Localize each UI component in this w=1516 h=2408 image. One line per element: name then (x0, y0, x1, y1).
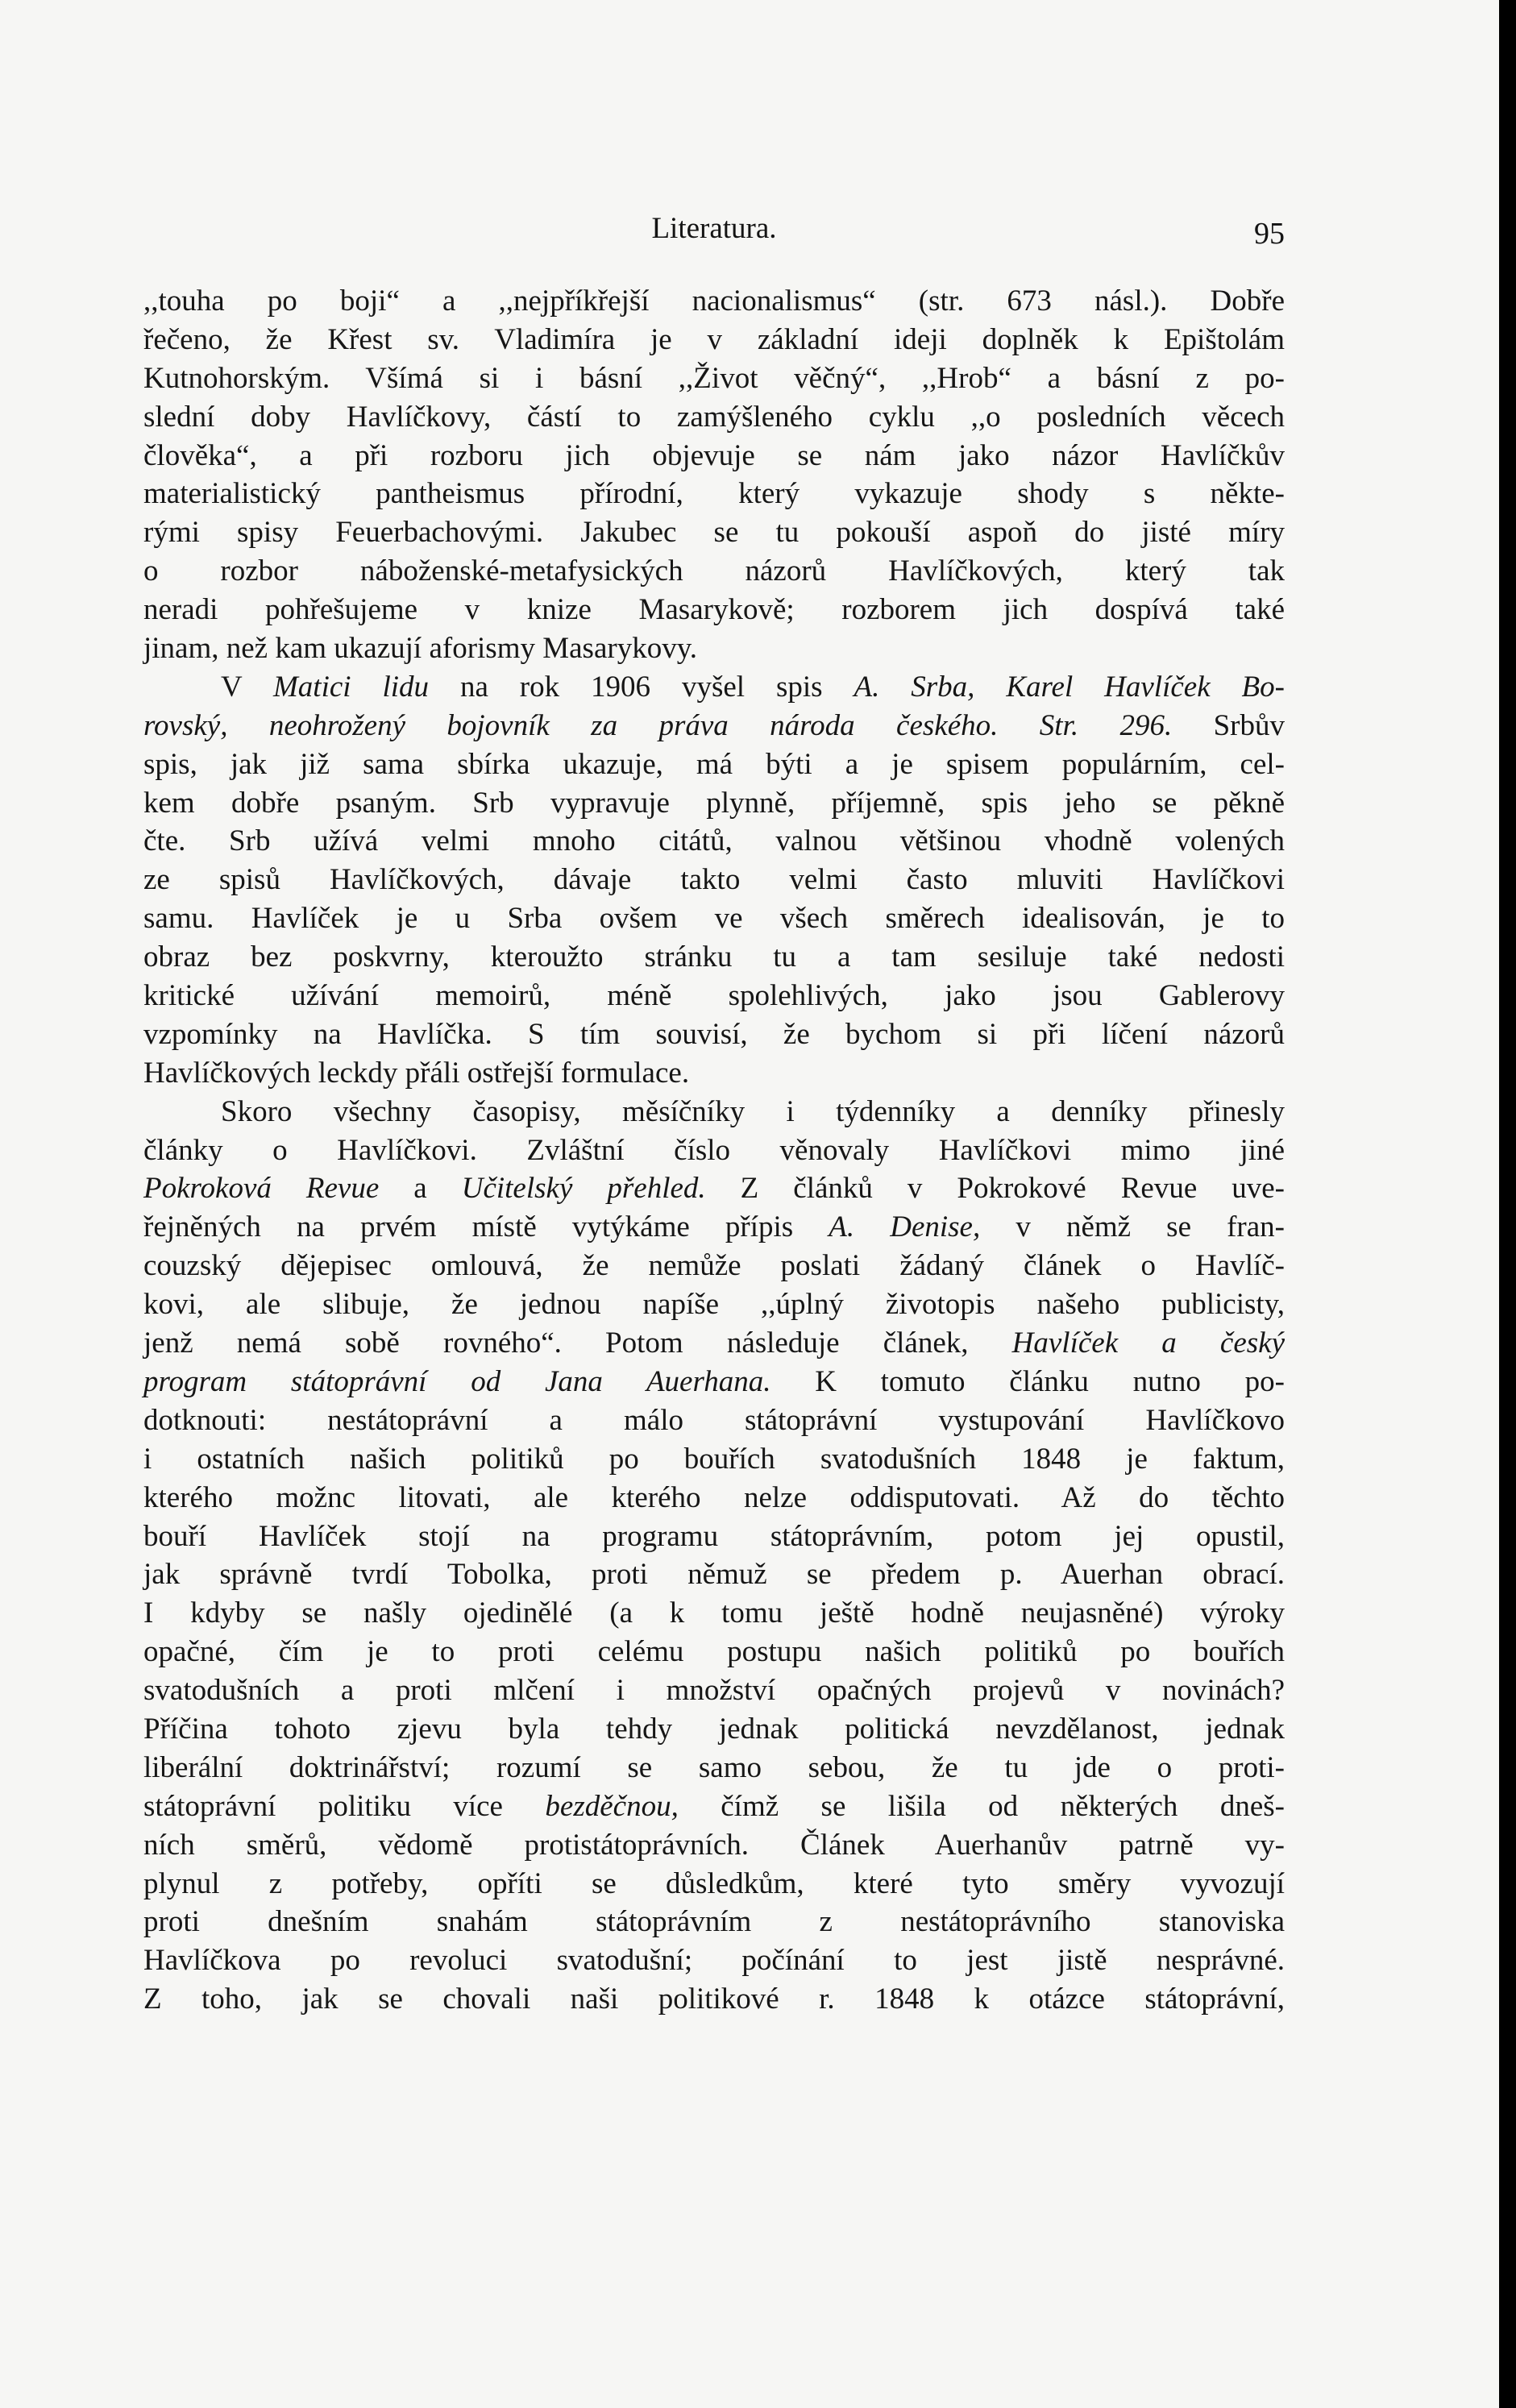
text-span: rými spisy Feuerbachovými. Jakubec se tu pokouší aspoň do jisté míry (143, 516, 1285, 550)
text-span: kovi, ale slibuje, že jednou napíše ,,úplný životopis našeho publicisty, (143, 1288, 1285, 1322)
text-span: a (379, 1172, 462, 1206)
text-span: V (221, 670, 273, 704)
text-line (143, 1749, 1285, 1787)
text-span: ,,touha po boji“ a ,,nejpříkřejší nacionalismus“ (str. 673 násl.). Dobře (143, 284, 1285, 318)
text-line (143, 321, 1285, 359)
text-span: opačné, čím je to proti celému postupu našich politiků po bouřích (143, 1635, 1285, 1669)
text-line (143, 1440, 1285, 1479)
text-line (143, 1787, 1285, 1826)
text-line (143, 591, 1285, 629)
text-span: Z článků v Pokrokové Revue uve- (705, 1172, 1285, 1206)
text-line (143, 1363, 1285, 1401)
text-line (143, 1285, 1285, 1324)
italic-span: A. Denise, (829, 1210, 981, 1244)
italic-span: rovský, neohrožený bojovník za práva národa českého. Str. 296. (143, 708, 1173, 742)
text-span: Příčina tohoto zjevu byla tehdy jednak politická nevzdělanost, jednak (143, 1712, 1285, 1746)
text-line (143, 1865, 1285, 1904)
page-number: 95 (1254, 217, 1285, 251)
text-line (143, 1015, 1285, 1054)
text-line (143, 513, 1285, 552)
text-span: i ostatních našich politiků po bouřích svatodušních 1848 je faktum, (143, 1442, 1285, 1476)
text-span: neradi pohřešujeme v knize Masarykově; rozborem jich dospívá také (143, 593, 1285, 627)
text-span: plynul z potřeby, opříti se důsledkům, které tyto směry vyvozují (143, 1866, 1285, 1900)
text-line (143, 1826, 1285, 1865)
running-head: Literatura. (651, 212, 777, 245)
text-line (143, 1710, 1285, 1749)
text-span: řečeno, že Křest sv. Vladimíra je v základní ideji doplněk k Epištolám (143, 322, 1285, 356)
italic-span: program státoprávní od Jana Auerhana. (143, 1364, 771, 1398)
italic-span: Matici lidu (272, 670, 430, 704)
text-span: Havlíčkova po revoluci svatodušní; počínání to jest jistě nesprávné. (143, 1944, 1285, 1978)
text-span: čímž se lišila od některých dneš- (678, 1789, 1285, 1823)
italic-span: A. Srba, Karel Havlíček Bo- (854, 670, 1285, 704)
text-span: obraz bez poskvrny, kteroužto stránku tu a tam sesiluje také nedosti (143, 940, 1285, 974)
text-span: materialistický pantheismus přírodní, který vykazuje shody s někte- (143, 477, 1285, 511)
text-line (143, 1247, 1285, 1285)
text-span: slední doby Havlíčkovy, částí to zamýšleného cyklu ,,o posledních věcech (143, 400, 1285, 434)
text-line (143, 822, 1285, 861)
text-line (143, 1671, 1285, 1710)
text-span: člověka“, a při rozboru jich objevuje se nám jako názor Havlíčkův (143, 438, 1285, 472)
text-span: v němž se fran- (980, 1210, 1285, 1244)
text-span: Havlíčkových leckdy přáli ostřejší formulace. (143, 1056, 690, 1090)
text-span: řejněných na prvém místě vytýkáme přípis (143, 1210, 829, 1244)
text-line (143, 745, 1285, 784)
text-span: proti dnešním snahám státoprávním z nestátoprávního stanoviska (143, 1905, 1285, 1939)
text-span: liberální doktrinářství; rozumí se samo sebou, že tu jde o proti- (143, 1750, 1285, 1784)
text-span: spis, jak již sama sbírka ukazuje, má býti a je spisem populárním, cel- (143, 747, 1285, 781)
text-line (143, 1093, 1285, 1131)
text-span: jinam, než kam ukazují aforismy Masarykovy. (143, 632, 698, 666)
text-span: K tomuto článku nutno po- (770, 1364, 1285, 1398)
text-span: kem dobře psaným. Srb vypravuje plynně, příjemně, spis jeho se pěkně (143, 786, 1285, 820)
text-span: bouří Havlíček stojí na programu státoprávním, potom jej opustil, (143, 1519, 1285, 1553)
text-span: kterého možnc litovati, ale kterého nelze oddisputovati. Až do těchto (143, 1480, 1285, 1514)
text-line (143, 1324, 1285, 1363)
body-text (143, 282, 1285, 2019)
text-line (143, 475, 1285, 513)
text-line (143, 629, 1285, 668)
text-line (143, 784, 1285, 823)
text-line (143, 1903, 1285, 1941)
text-line (143, 1555, 1285, 1594)
text-line (143, 1131, 1285, 1170)
text-span: ze spisů Havlíčkových, dávaje takto velmi často mluviti Havlíčkovi (143, 863, 1285, 897)
text-line (143, 1517, 1285, 1556)
text-line (143, 938, 1285, 977)
italic-span: bezděčnou, (545, 1789, 679, 1823)
text-span: státoprávní politiku více (143, 1789, 546, 1823)
text-span: o rozbor náboženské-metafysických názorů Havlíčkových, který tak (143, 554, 1285, 588)
text-line (143, 1169, 1285, 1208)
text-span: Srbův (1172, 708, 1285, 742)
text-span: samu. Havlíček je u Srba ovšem ve všech směrech idealisován, je to (143, 902, 1285, 936)
text-line (143, 707, 1285, 745)
text-span: na rok 1906 vyšel spis (429, 670, 854, 704)
text-span: svatodušních a proti mlčení i množství opačných projevů v novinách? (143, 1674, 1285, 1708)
text-line (143, 1633, 1285, 1671)
text-span: jak správně tvrdí Tobolka, proti němuž se předem p. Auerhan obrací. (143, 1558, 1285, 1592)
text-span: Z toho, jak se chovali naši politikové r. 1848 k otázce státoprávní, (143, 1982, 1285, 2016)
text-span: kritické užívání memoirů, méně spolehlivých, jako jsou Gablerovy (143, 979, 1285, 1013)
text-line (143, 437, 1285, 475)
text-line (143, 1401, 1285, 1440)
text-span: jenž nemá sobě rovného“. Potom následuje článek, (143, 1326, 1012, 1360)
text-span: čte. Srb užívá velmi mnoho citátů, valnou většinou vhodně volených (143, 824, 1285, 858)
text-line (143, 359, 1285, 398)
text-line (143, 1479, 1285, 1517)
italic-span: Havlíček a český (1011, 1326, 1285, 1360)
text-span: dotknouti: nestátoprávní a málo státoprávní vystupování Havlíčkovo (143, 1403, 1285, 1437)
text-line (143, 1941, 1285, 1980)
text-span: ních směrů, vědomě protistátoprávních. Článek Auerhanův patrně vy- (143, 1828, 1285, 1862)
text-span: Skoro všechny časopisy, měsíčníky i týdenníky a denníky přinesly (221, 1094, 1285, 1128)
text-line (143, 1980, 1285, 2019)
text-span: couzský dějepisec omlouvá, že nemůže poslati žádaný článek o Havlíč- (143, 1249, 1285, 1283)
text-line (143, 1054, 1285, 1093)
text-line (143, 1208, 1285, 1247)
text-line (143, 282, 1285, 321)
page-header (143, 211, 1285, 259)
italic-span: Učitelský přehled. (461, 1172, 706, 1206)
text-line (143, 977, 1285, 1015)
text-span: vzpomínky na Havlíčka. S tím souvisí, že bychom si při líčení názorů (143, 1017, 1285, 1051)
text-line (143, 861, 1285, 899)
text-line (143, 668, 1285, 707)
text-span: Kutnohorským. Všímá si i básní ,,Život věčný“, ,,Hrob“ a básní z po- (143, 361, 1285, 395)
italic-span: Pokroková Revue (143, 1172, 380, 1206)
text-span: I kdyby se našly ojedinělé (a k tomu ještě hodně neujasněné) výroky (143, 1596, 1285, 1630)
text-span: články o Havlíčkovi. Zvláštní číslo věnovaly Havlíčkovi mimo jiné (143, 1133, 1285, 1167)
text-line (143, 552, 1285, 591)
text-line (143, 1594, 1285, 1633)
text-line (143, 899, 1285, 938)
text-line (143, 398, 1285, 437)
